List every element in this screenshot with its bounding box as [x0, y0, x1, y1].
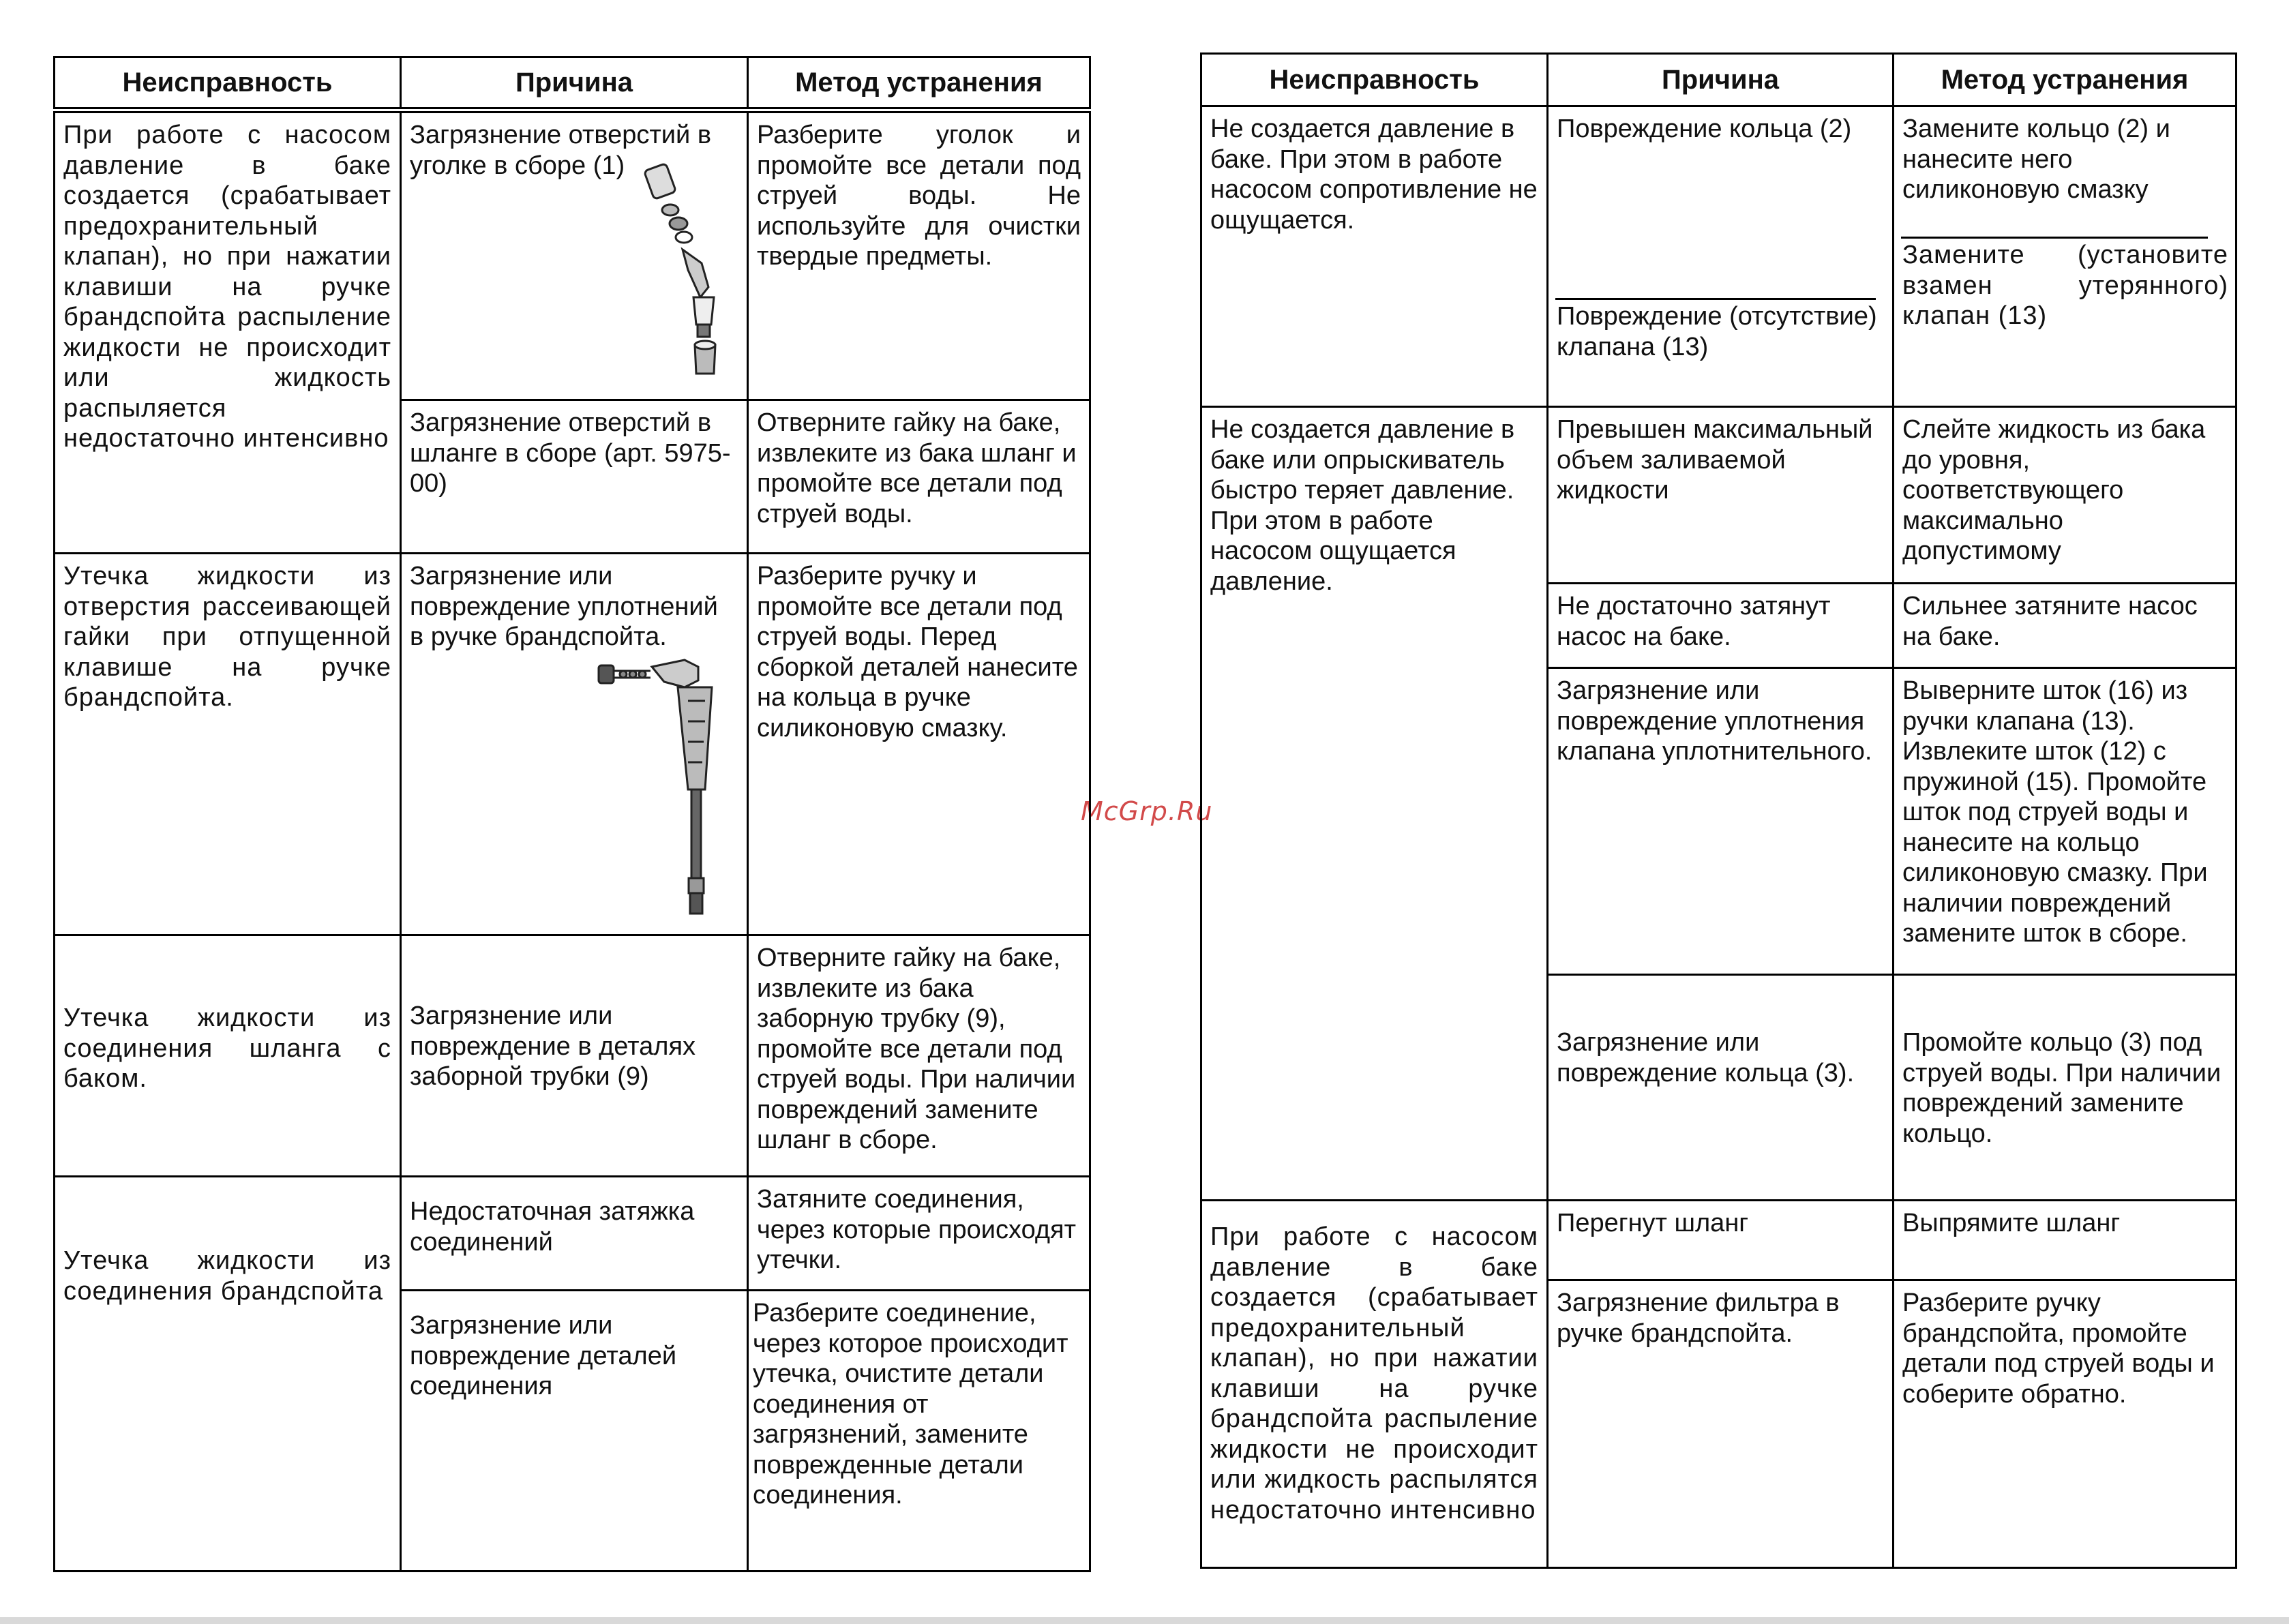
left-fault-3: Утечка жидкости из соединения шланга с баком. — [53, 934, 402, 1177]
right-remedy-2c: Выверните шток (16) из ручки клапана (13). Извлеките шток (12) с пружиной (15). Промойте шток под струей воды и нанесите на кольцо силиконовую смазку. При наличии повреждений замените шток в сборе. — [1892, 667, 2237, 976]
right-cause-2d: Загрязнение или повреждение кольца (3). — [1546, 974, 1894, 1201]
page-bottom-bar — [0, 1617, 2289, 1624]
left-header-cause: Причина — [400, 56, 749, 109]
right-cause-2a: Превышен максимальный объем заливаемой жидкости — [1546, 406, 1894, 584]
right-header-remedy: Метод устранения — [1892, 52, 2237, 107]
right-remedy-2d: Промойте кольцо (3) под струей воды. При наличии повреждений замените кольцо. — [1892, 974, 2237, 1201]
right-fault-3: При работе с насосом давление в баке создается (срабатывает предохранительный клапан), но при нажатии клавиши на ручке брандспойта распыление жидкости не происходит или жидкость распылятся недостаточно интенсивно — [1200, 1199, 1549, 1569]
right-remedy-3a: Выпрямите шланг — [1892, 1199, 2237, 1281]
left-cause-2: Загрязнение или повреждение уплотнений в ручке брандспойта. — [400, 552, 749, 936]
right-cause-3b: Загрязнение фильтра в ручке брандспойта. — [1546, 1279, 1894, 1569]
right-cause-1-separator — [1555, 298, 1876, 300]
left-remedy-3: Отверните гайку на баке, извлеките из бака заборную трубку (9), промойте все детали под струей воды. При наличии повреждений замените шланг в сборе. — [747, 934, 1091, 1177]
right-cause-2c: Загрязнение или повреждение уплотнения клапана уплотнительного. — [1546, 667, 1894, 976]
spray-handle-drawing-icon — [596, 633, 732, 919]
left-remedy-2: Разберите ручку и промойте все детали под струей воды. Перед сборкой деталей нанесите на кольца в ручке силиконовую смазку. — [747, 552, 1091, 936]
right-remedy-1a: Замените кольцо (2) и нанесите него силиконовую смазку — [1902, 115, 2170, 204]
left-remedy-1b: Отверните гайку на баке, извлеките из бака шланг и промойте все детали под струей воды. — [747, 399, 1091, 554]
right-remedy-2a: Слейте жидкость из бака до уровня, соответствующего максимально допустимому — [1892, 406, 2237, 584]
right-fault-1: Не создается давление в баке. При этом в работе насосом сопротивление не ощущается. — [1200, 105, 1549, 408]
left-fault-4: Утечка жидкости из соединения брандспойта — [53, 1175, 402, 1572]
left-cause-4b: Загрязнение или повреждение деталей соединения — [400, 1289, 749, 1572]
right-header-cause: Причина — [1546, 52, 1894, 107]
right-fault-2: Не создается давление в баке или опрыскиватель быстро теряет давление. При этом в работе насосом ощущается давление. — [1200, 406, 1549, 1201]
right-cause-2b: Не достаточно затянут насос на баке. — [1546, 582, 1894, 669]
right-cause-1a: Повреждение кольца (2) — [1557, 115, 1852, 143]
right-remedy-1-separator — [1901, 237, 2208, 239]
left-remedy-1a: Разберите уголок и промойте все детали под струей воды. Не используйте для очистки твердые предметы. — [747, 111, 1091, 401]
left-fault-2: Утечка жидкости из отверстия рассеивающей гайки при отпущенной клавише на ручке брандспойта. — [53, 552, 402, 936]
left-remedy-4b: Разберите соединение, через которое происходит утечка, очистите детали соединения от загрязнений, замените поврежденные детали соединения. — [747, 1289, 1091, 1572]
right-remedy-1b: Замените (установите взамен утерянного) клапан (13) — [1902, 241, 2228, 330]
right-header-fault: Неисправность — [1200, 52, 1549, 107]
left-cause-3: Загрязнение или повреждение в деталях заборной трубки (9) — [400, 934, 749, 1177]
right-remedy-1 — [1892, 105, 2237, 408]
angle-fitting-drawing-icon — [640, 161, 736, 386]
right-cause-1 — [1546, 105, 1894, 408]
right-cause-1b: Повреждение (отсутствие) клапана (13) — [1557, 302, 1877, 361]
watermark: McGrp.Ru — [1081, 796, 1213, 826]
left-fault-1: При работе с насосом давление в баке создается (срабатывает предохранительный клапан), но при нажатии клавиши на ручке брандспойта распыление жидкости не происходит или жидкость распыляется недостаточно интенсивно — [53, 111, 402, 554]
left-header-remedy: Метод устранения — [747, 56, 1091, 109]
left-remedy-4a: Затяните соединения, через которые происходят утечки. — [747, 1175, 1091, 1291]
right-remedy-2b: Сильнее затяните насос на баке. — [1892, 582, 2237, 669]
left-cause-1b: Загрязнение отверстий в шланге в сборе (арт. 5975-00) — [400, 399, 749, 554]
right-cause-3a: Перегнут шланг — [1546, 1199, 1894, 1281]
right-remedy-3b: Разберите ручку брандспойта, промойте детали под струей воды и соберите обратно. — [1892, 1279, 2237, 1569]
left-cause-1a: Загрязнение отверстий в уголке в сборе (1) — [400, 111, 749, 401]
left-cause-4a: Недостаточная затяжка соединений — [400, 1175, 749, 1291]
left-header-fault: Неисправность — [53, 56, 402, 109]
